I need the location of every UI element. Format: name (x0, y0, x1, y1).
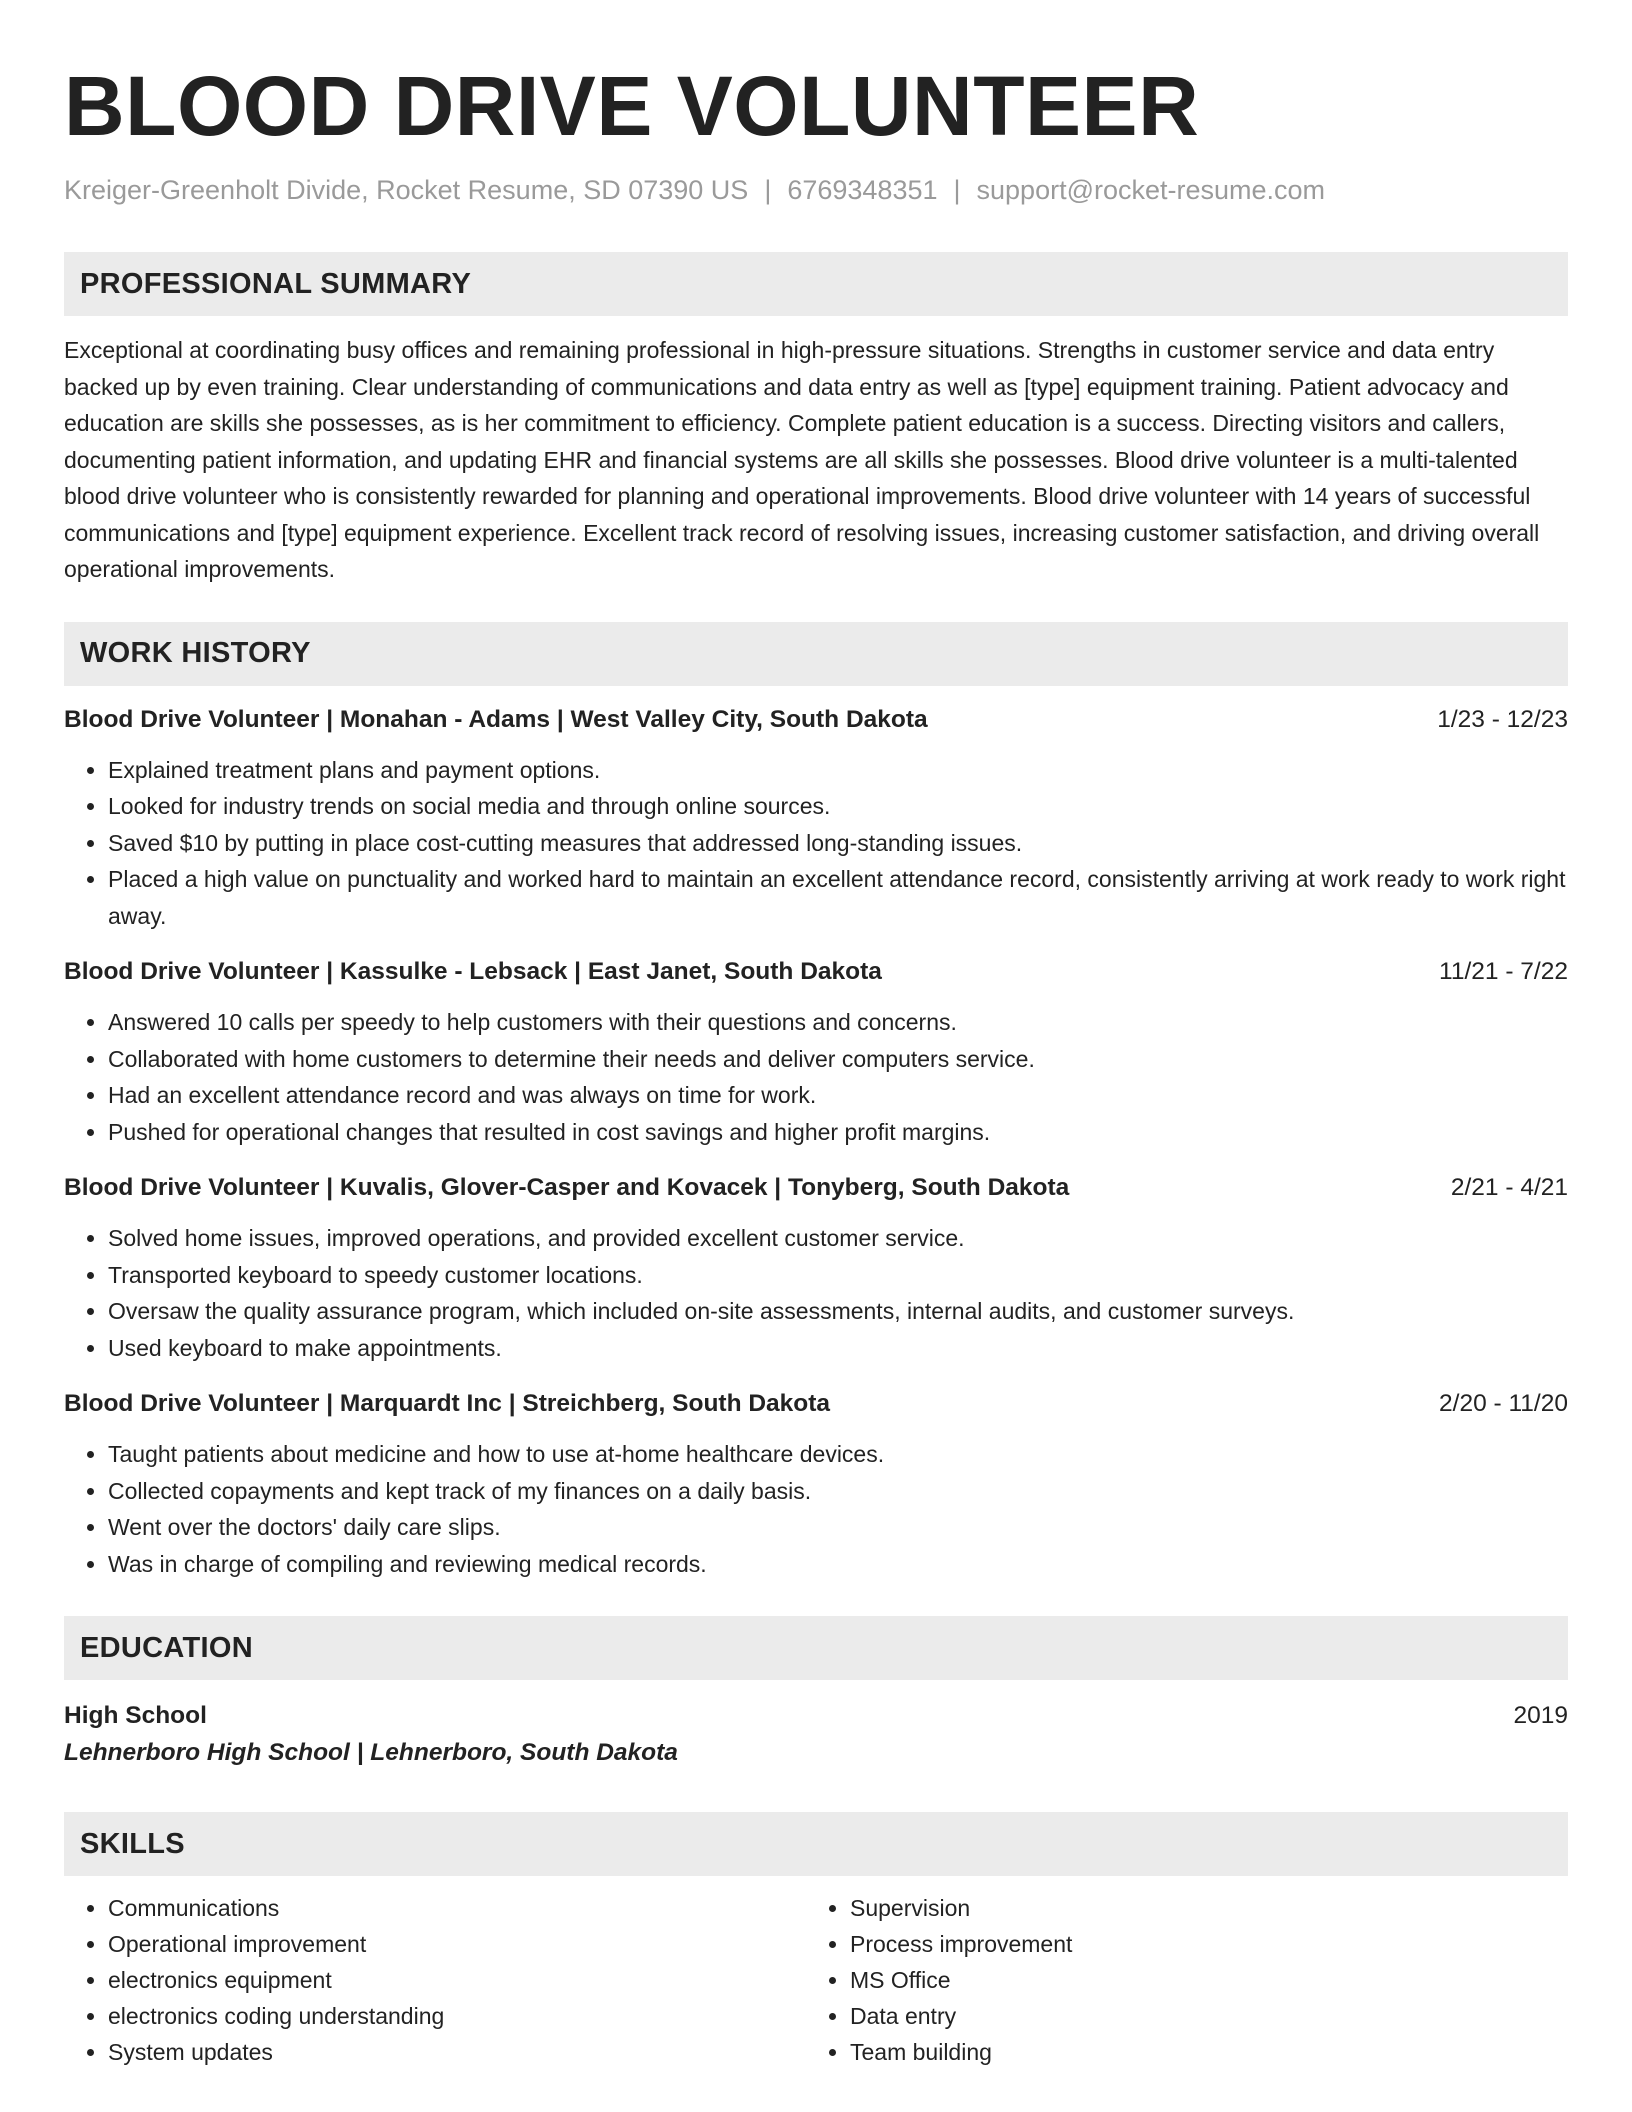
education-year: 2019 (1513, 1702, 1568, 1729)
contact-email: support@rocket-resume.com (976, 175, 1326, 205)
skill-item: • electronics equipment (108, 1962, 806, 1998)
job-header (64, 1170, 1568, 1206)
job-bullet: • Looked for industry trends on social media and through online sources. (108, 788, 1568, 825)
summary-text: Exceptional at coordinating busy offices and remaining professional in high-pressure situations. Strengths in customer service and data entry backed up by even training. Clear understanding of communications and data entry as well as [type] equipment training. Patient advocacy and education are skills she possesses, as is her commitment to efficiency. Complete patient education is a success. Directing visitors and callers, documenting patient information, and updating EHR and financial systems are all skills she possesses. Blood drive volunteer is a multi-talented blood drive volunteer who is consistently rewarded for planning and operational improvements. Blood drive volunteer with 14 years of successful communications and [type] equipment experience. Excellent track record of resolving issues, increasing customer satisfaction, and driving overall operational improvements. (64, 337, 1540, 582)
job-bullet: • Placed a high value on punctuality and worked hard to maintain an excellent attendance record, consistently arriving at work ready to work right away. (108, 861, 1568, 934)
job-bullet: • Solved home issues, improved operations, and provided excellent customer service. (108, 1220, 1568, 1257)
education-degree: High School (64, 1702, 207, 1729)
job-bullet: • Oversaw the quality assurance program, which included on-site assessments, internal audits, and customer surveys. (108, 1293, 1568, 1330)
job-entry (64, 1386, 1568, 1582)
job-bullets (64, 1220, 1568, 1366)
contact-line (64, 172, 1568, 208)
job-bullet: • Taught patients about medicine and how to use at-home healthcare devices. (108, 1436, 1568, 1473)
job-bullet: • Explained treatment plans and payment options. (108, 752, 1568, 789)
skill-item: • Communications (108, 1890, 806, 1926)
work-section-header (64, 622, 1568, 686)
job-bullet: • Used keyboard to make appointments. (108, 1330, 1568, 1367)
job-bullet: • Collaborated with home customers to determine their needs and deliver computers service. (108, 1041, 1568, 1078)
job-bullets (64, 752, 1568, 935)
job-bullet: • Saved $10 by putting in place cost-cutting measures that addressed long-standing issues. (108, 825, 1568, 862)
job-bullets (64, 1004, 1568, 1150)
contact-separator: | (953, 175, 961, 205)
skills-heading: SKILLS (80, 1827, 185, 1860)
skill-item: • Data entry (850, 1998, 1548, 2034)
education-row (64, 1698, 1568, 1734)
job-entry (64, 702, 1568, 935)
job-title: Blood Drive Volunteer | Marquardt Inc | Streichberg, South Dakota (64, 1390, 831, 1417)
skills-section-header (64, 1812, 1568, 1876)
skill-item: • Operational improvement (108, 1926, 806, 1962)
job-header (64, 954, 1568, 990)
job-bullet: • Pushed for operational changes that resulted in cost savings and higher profit margins. (108, 1114, 1568, 1151)
job-bullet: • Had an excellent attendance record and was always on time for work. (108, 1077, 1568, 1114)
contact-separator: | (764, 175, 772, 205)
job-dates: 11/21 - 7/22 (1439, 958, 1568, 985)
skills-right-column (806, 1890, 1548, 2070)
job-header (64, 702, 1568, 738)
skills-grid (64, 1890, 1568, 2070)
job-dates: 1/23 - 12/23 (1437, 705, 1568, 733)
job-bullet: • Collected copayments and kept track of my finances on a daily basis. (108, 1473, 1568, 1510)
contact-phone: 6769348351 (787, 175, 938, 205)
job-bullets (64, 1436, 1568, 1582)
work-heading: WORK HISTORY (80, 637, 311, 669)
job-bullet: • Transported keyboard to speedy customer locations. (108, 1257, 1568, 1294)
summary-section-header (64, 252, 1568, 316)
job-title: Blood Drive Volunteer | Kassulke - Lebsack | East Janet, South Dakota (64, 958, 882, 985)
job-dates: 2/21 - 4/21 (1450, 1174, 1568, 1201)
job-header (64, 1386, 1568, 1422)
education-section-header (64, 1616, 1568, 1680)
skill-item: • MS Office (850, 1962, 1548, 1998)
summary-heading: PROFESSIONAL SUMMARY (80, 267, 472, 300)
skill-item: • System updates (108, 2034, 806, 2070)
skill-item: • Supervision (850, 1890, 1548, 1926)
job-title: Blood Drive Volunteer | Kuvalis, Glover-Casper and Kovacek | Tonyberg, South Dakota (64, 1174, 1070, 1201)
contact-address: Kreiger-Greenholt Divide, Rocket Resume, SD 07390 US (64, 175, 749, 205)
job-dates: 2/20 - 11/20 (1439, 1390, 1568, 1417)
education-heading: EDUCATION (80, 1631, 253, 1664)
skill-item: • Process improvement (850, 1926, 1548, 1962)
job-entry (64, 1170, 1568, 1366)
job-bullet: • Went over the doctors' daily care slips. (108, 1509, 1568, 1546)
job-bullet: • Was in charge of compiling and reviewing medical records. (108, 1546, 1568, 1583)
skill-item: • Team building (850, 2034, 1548, 2070)
education-school: Lehnerboro High School | Lehnerboro, South Dakota (64, 1739, 678, 1766)
skills-left-column (64, 1890, 806, 2070)
page-title: BLOOD DRIVE VOLUNTEER (64, 59, 1200, 153)
resume-page (64, 56, 1568, 2070)
job-entry (64, 954, 1568, 1150)
job-title: Blood Drive Volunteer | Monahan - Adams | West Valley City, South Dakota (64, 705, 928, 733)
skill-item: • electronics coding understanding (108, 1998, 806, 2034)
job-bullet: • Answered 10 calls per speedy to help customers with their questions and concerns. (108, 1004, 1568, 1041)
